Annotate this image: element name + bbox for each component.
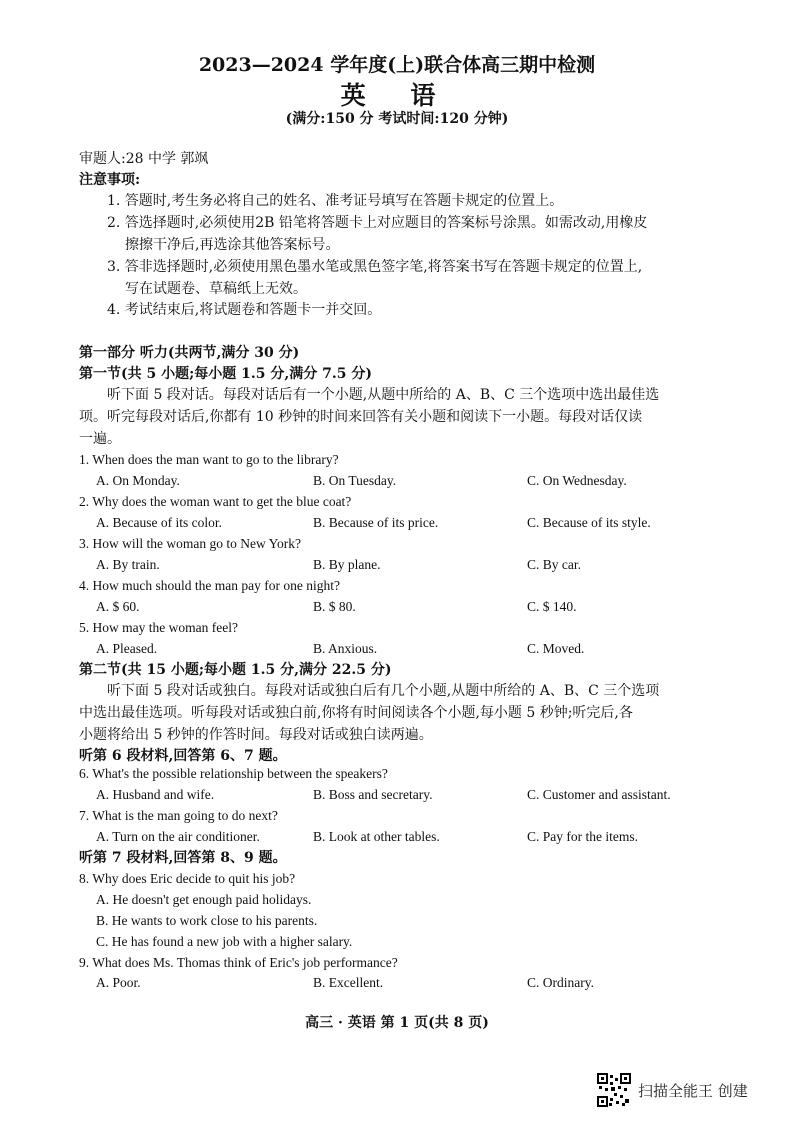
option-c: C. On Wednesday. [527, 473, 627, 488]
option-c: C. Because of its style. [527, 515, 651, 530]
question-stem: 3. How will the woman go to New York? [79, 536, 301, 551]
subject-title: 英 语 [340, 81, 454, 110]
scanner-watermark: 扫描全能王 创建 [638, 1082, 748, 1100]
part1-heading: 第一部分 听力(共两节,满分 30 分) [79, 345, 300, 361]
page-footer: 高三 · 英语 第 1 页(共 8 页) [305, 1015, 489, 1031]
option-b: B. Look at other tables. [313, 829, 440, 844]
section2-instr: 听下面 5 段对话或独白。每段对话或独白后有几个小题,从题中所给的 A、B、C 三个选项 [107, 683, 660, 699]
question-stem: 1. When does the man want to go to the library? [79, 452, 339, 467]
note-item: 1. 答题时,考生务必将自己的姓名、准考证号填写在答题卡规定的位置上。 [107, 193, 564, 209]
option-b: B. $ 80. [313, 599, 356, 614]
question-stem: 2. Why does the woman want to get the blue coat? [79, 494, 352, 509]
option-c: C. By car. [527, 557, 581, 572]
option-a: A. By train. [96, 557, 160, 572]
note-item: 4. 考试结束后,将试题卷和答题卡一并交回。 [107, 302, 382, 318]
section1-instr: 一遍。 [79, 431, 121, 447]
section2-instr: 小题将给出 5 秒钟的作答时间。每段对话或独白读两遍。 [79, 727, 433, 743]
option-b: B. Because of its price. [313, 515, 439, 530]
question-stem: 9. What does Ms. Thomas think of Eric's job performance? [79, 955, 398, 970]
option-a: A. Because of its color. [96, 515, 222, 530]
option-a: A. Pleased. [96, 641, 158, 656]
note-item: 3. 答非选择题时,必须使用黑色墨水笔或黑色签字笔,将答案书写在答题卡规定的位置上, [107, 259, 643, 275]
option-c: C. Ordinary. [527, 975, 594, 990]
qr-code-icon [597, 1073, 631, 1107]
exam-meta: (满分:150 分 考试时间:120 分钟) [285, 111, 509, 127]
option-b: B. On Tuesday. [313, 473, 397, 488]
option-b: B. He wants to work close to his parents. [96, 913, 318, 928]
option-a: A. $ 60. [96, 599, 140, 614]
question-stem: 6. What's the possible relationship between the speakers? [79, 766, 388, 781]
note-item: 擦擦干净后,再选涂其他答案标号。 [125, 237, 340, 253]
option-b: B. By plane. [313, 557, 381, 572]
question-stem: 7. What is the man going to do next? [79, 808, 278, 823]
notes-heading: 注意事项: [79, 172, 141, 188]
option-c: C. Pay for the items. [527, 829, 638, 844]
option-b: B. Anxious. [313, 641, 378, 656]
option-a: A. Poor. [96, 975, 141, 990]
section2-heading: 第二节(共 15 小题;每小题 1.5 分,满分 22.5 分) [79, 662, 392, 678]
option-c: C. Moved. [527, 641, 585, 656]
exam-title: 2023—2024 学年度(上)联合体高三期中检测 [198, 54, 596, 76]
reviewer-line: 审题人:28 中学 郭飒 [79, 151, 209, 167]
section1-instr: 听下面 5 段对话。每段对话后有一个小题,从题中所给的 A、B、C 三个选项中选出最佳选 [107, 387, 660, 403]
section1-heading: 第一节(共 5 小题;每小题 1.5 分,满分 7.5 分) [79, 366, 372, 382]
option-b: B. Excellent. [313, 975, 384, 990]
material-6-heading: 听第 6 段材料,回答第 6、7 题。 [79, 748, 287, 764]
option-c: C. He has found a new job with a higher salary. [96, 934, 353, 949]
section1-instr: 项。听完每段对话后,你都有 10 秒钟的时间来回答有关小题和阅读下一小题。每段对话仅读 [79, 409, 643, 425]
option-a: A. He doesn't get enough paid holidays. [96, 892, 312, 907]
option-c: C. $ 140. [527, 599, 577, 614]
question-stem: 8. Why does Eric decide to quit his job? [79, 871, 296, 886]
question-stem: 4. How much should the man pay for one night? [79, 578, 340, 593]
material-7-heading: 听第 7 段材料,回答第 8、9 题。 [79, 850, 287, 866]
option-b: B. Boss and secretary. [313, 787, 433, 802]
question-stem: 5. How may the woman feel? [79, 620, 238, 635]
note-item: 2. 答选择题时,必须使用2B 铅笔将答题卡上对应题目的答案标号涂黑。如需改动,用橡皮 [107, 215, 648, 231]
option-c: C. Customer and assistant. [527, 787, 671, 802]
option-a: A. Turn on the air conditioner. [96, 829, 260, 844]
option-a: A. On Monday. [96, 473, 180, 488]
section2-instr: 中选出最佳选项。听每段对话或独白前,你将有时间阅读各个小题,每小题 5 秒钟;听完后,各 [79, 705, 633, 721]
note-item: 写在试题卷、草稿纸上无效。 [125, 281, 307, 297]
option-a: A. Husband and wife. [96, 787, 215, 802]
